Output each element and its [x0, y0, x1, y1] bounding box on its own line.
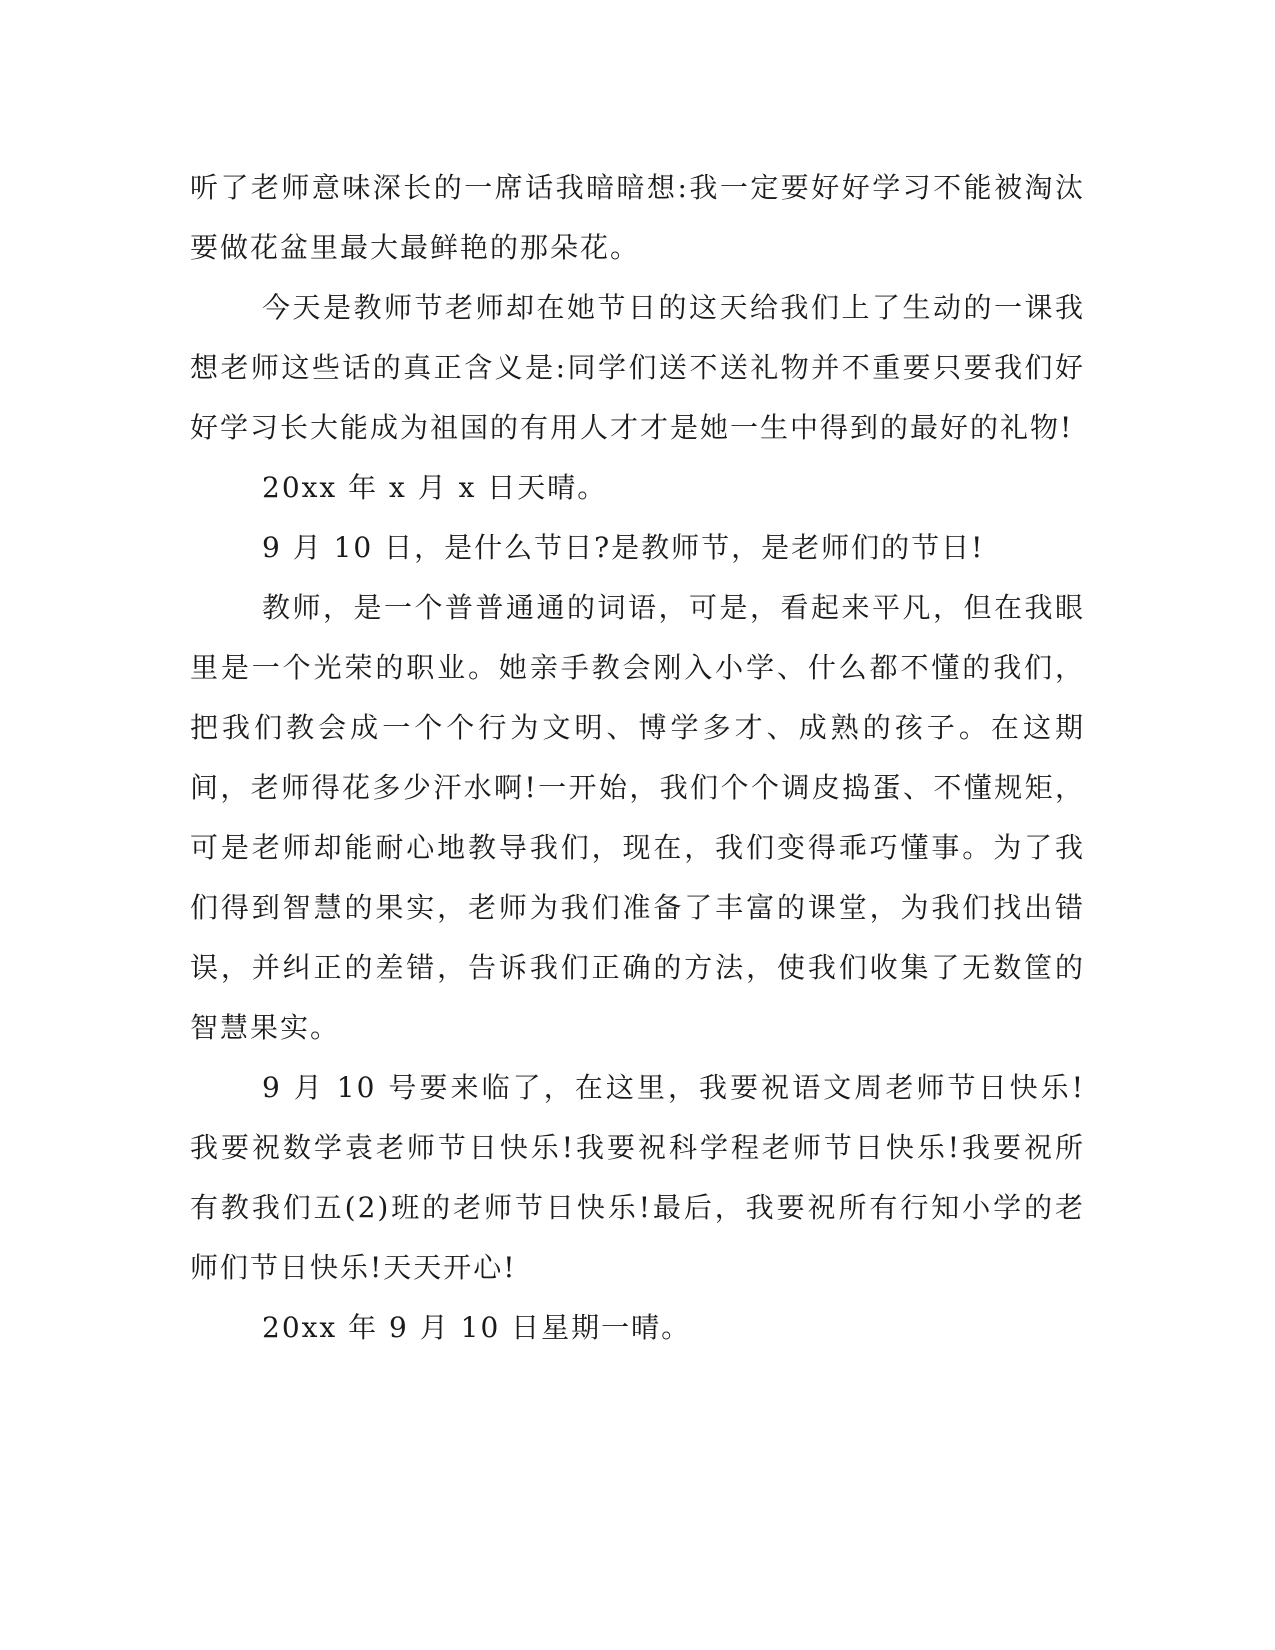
paragraph-2: 今天是教师节老师却在她节日的这天给我们上了生动的一课我想老师这些话的真正含义是:同学们送不送礼物并不重要只要我们好好学习长大能成为祖国的有用人才才是她一生中得到的最好的礼物!	[190, 291, 1085, 444]
paragraph-7-date: 20xx 年 9 月 10 日星期一晴。	[262, 1311, 692, 1344]
paragraph-4: 9 月 10 日，是什么节日?是教师节，是老师们的节日!	[262, 531, 985, 564]
paragraph-1: 听了老师意味深长的一席话我暗暗想:我一定要好好学习不能被淘汰要做花盆里最大最鲜艳的那朵花。	[190, 171, 1085, 264]
paragraph-3-date: 20xx 年 x 月 x 日天晴。	[262, 471, 608, 504]
paragraph-5: 教师，是一个普普通通的词语，可是，看起来平凡，但在我眼里是一个光荣的职业。她亲手教会刚入小学、什么都不懂的我们，把我们教会成一个个行为文明、博学多才、成熟的孩子。在这期间，老师得花多少汗水啊!一开始，我们个个调皮捣蛋、不懂规矩，可是老师却能耐心地教导我们，现在，我们变得乖巧懂事。为了我们得到智慧的果实，老师为我们准备了丰富的课堂，为我们找出错误，并纠正的差错，告诉我们正确的方法，使我们收集了无数筐的智慧果实。	[190, 591, 1085, 1044]
document-body	[190, 158, 1085, 1358]
paragraph-6: 9 月 10 号要来临了，在这里，我要祝语文周老师节日快乐!我要祝数学袁老师节日快乐!我要祝科学程老师节日快乐!我要祝所有教我们五(2)班的老师节日快乐!最后，我要祝所有行知小学的老师们节日快乐!天天开心!	[190, 1071, 1085, 1284]
